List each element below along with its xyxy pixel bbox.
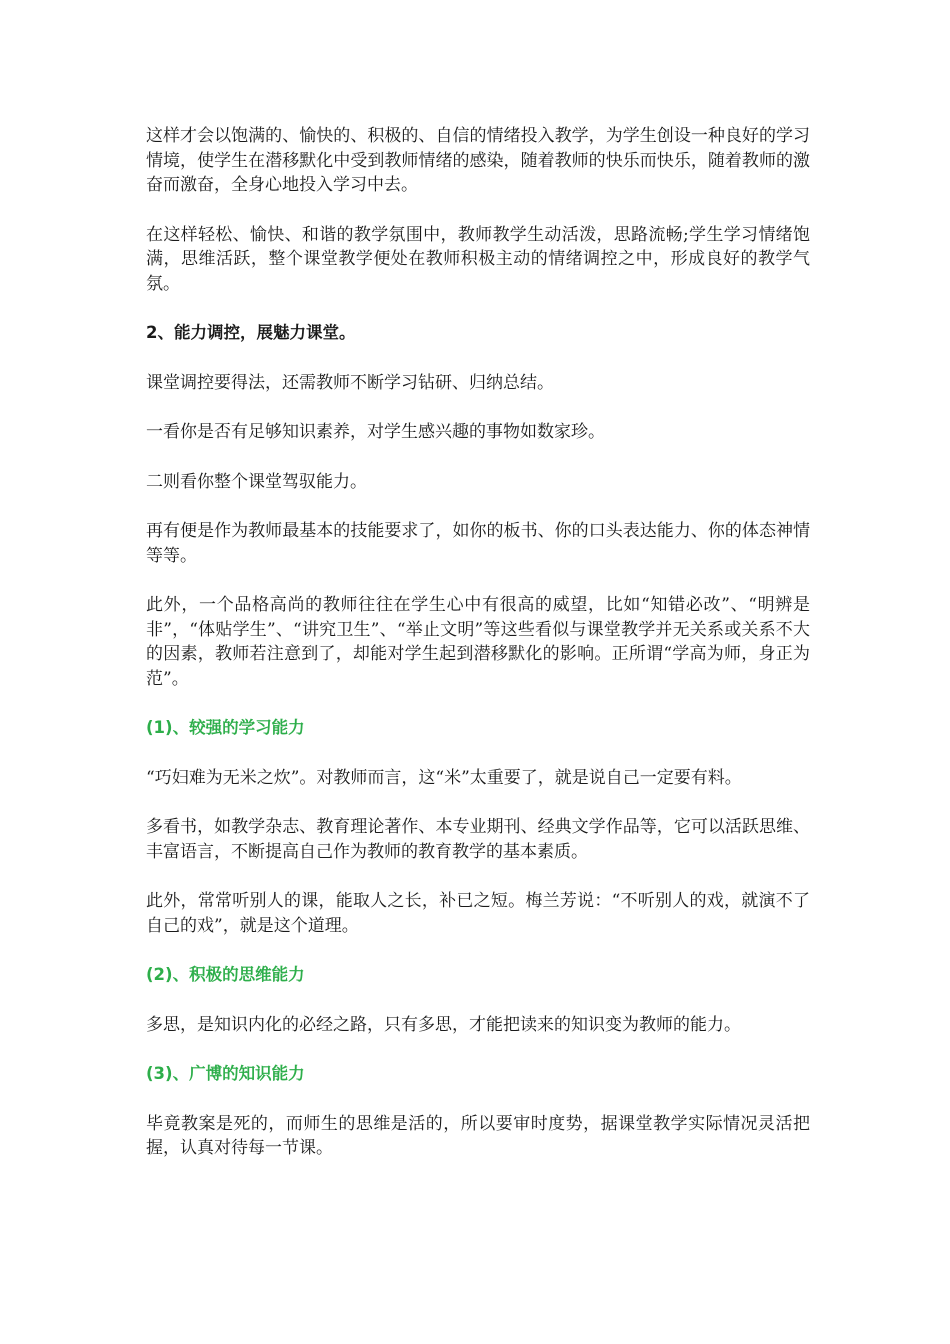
paragraph: 课堂调控要得法，还需教师不断学习钻研、归纳总结。: [146, 372, 554, 393]
subsection-heading: (1)、较强的学习能力: [146, 718, 305, 737]
paragraph: 在这样轻松、愉快、和谐的教学氛围中，教师教学生动活泼，思路流畅;学生学习情绪饱满，思维活跃，整个课堂教学便处在教师积极主动的情绪调控之中，形成良好的教学气氛。: [146, 224, 810, 294]
subsection-heading: (3)、广博的知识能力: [146, 1064, 305, 1083]
paragraph: “巧妇难为无米之炊”。对教师而言，这“米”太重要了，就是说自己一定要有料。: [146, 767, 742, 788]
paragraph: 多看书，如教学杂志、教育理论著作、本专业期刊、经典文学作品等，它可以活跃思维、丰富语言，不断提高自己作为教师的教育教学的基本素质。: [146, 817, 810, 862]
subsection-heading: (2)、积极的思维能力: [146, 965, 305, 984]
paragraph: 这样才会以饱满的、愉快的、积极的、自信的情绪投入教学，为学生创设一种良好的学习情境，使学生在潜移默化中受到教师情绪的感染，随着教师的快乐而快乐，随着教师的激奋而激奋，全身心地投入学习中去。: [146, 126, 810, 195]
paragraph: 此外，常常听别人的课，能取人之长，补已之短。梅兰芳说：“不听别人的戏，就演不了自己的戏”，就是这个道理。: [146, 891, 810, 936]
paragraph: 毕竟教案是死的，而师生的思维是活的，所以要审时度势，据课堂教学实际情况灵活把握，认真对待每一节课。: [146, 1113, 810, 1158]
document-page: [146, 124, 810, 1186]
section-heading: 2、能力调控，展魅力课堂。: [146, 323, 356, 342]
paragraph: 一看你是否有足够知识素养，对学生感兴趣的事物如数家珍。: [146, 422, 605, 442]
paragraph: 此外，一个品格高尚的教师往往在学生心中有很高的威望，比如“知错必改”、“明辨是非”，“体贴学生”、“讲究卫生”、“举止文明”等这些看似与课堂教学并无关系或关系不大的因素，教师若注意到了，却能对学生起到潜移默化的影响。正所谓“学高为师，身正为范”。: [146, 595, 810, 689]
paragraph: 多思，是知识内化的必经之路，只有多思，才能把读来的知识变为教师的能力。: [146, 1014, 741, 1035]
paragraph: 再有便是作为教师最基本的技能要求了，如你的板书、你的口头表达能力、你的体态神情等等。: [146, 521, 810, 566]
paragraph: 二则看你整个课堂驾驭能力。: [146, 471, 367, 492]
